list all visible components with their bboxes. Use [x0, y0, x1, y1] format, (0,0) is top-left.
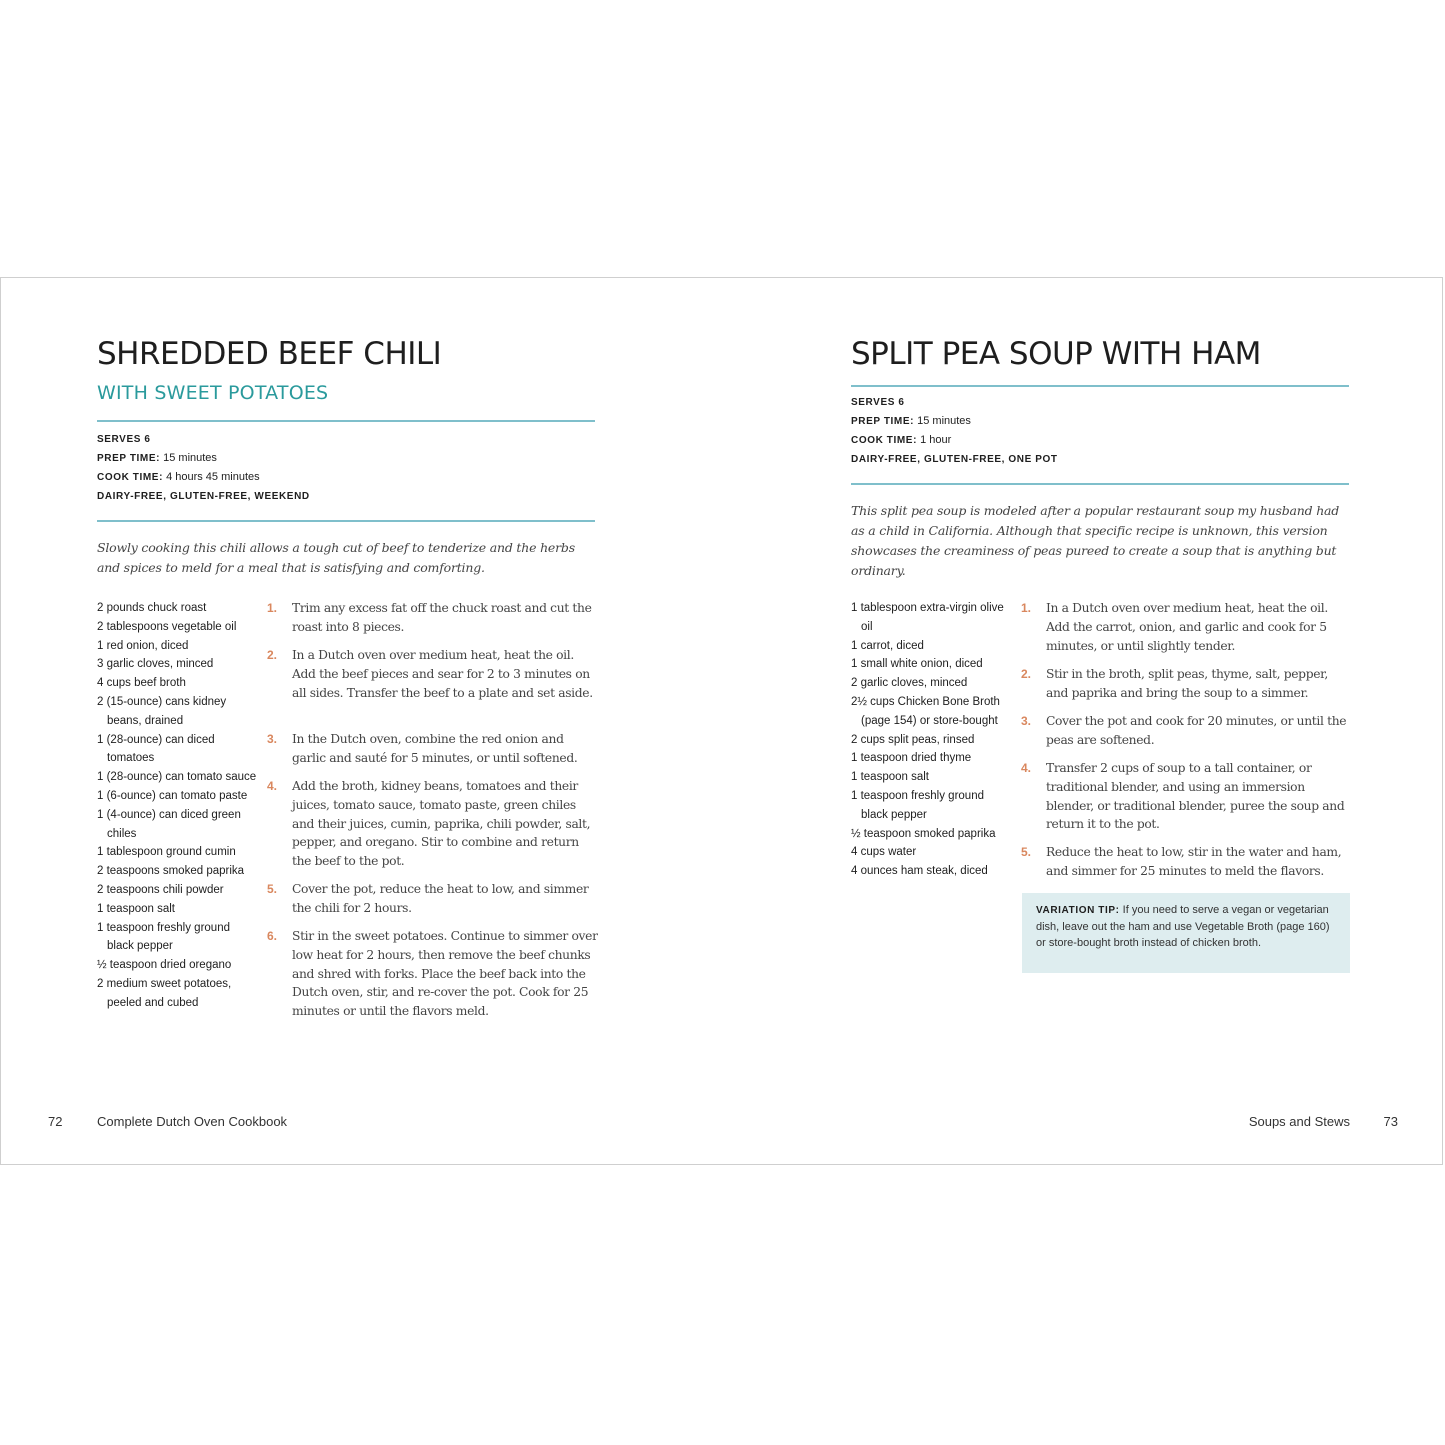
ingredients-list	[851, 599, 1011, 881]
ingredient-item: 2 pounds chuck roast	[97, 602, 207, 614]
ingredient-item: 4 cups beef broth	[97, 677, 186, 690]
recipe-title: SPLIT PEA SOUP WITH HAM	[851, 336, 1261, 372]
ingredient-item: 1 (28-ounce) can tomato sauce	[97, 771, 257, 784]
ingredient-item: 1 (4-ounce) can diced green chiles	[97, 808, 241, 840]
step-number: 3.	[267, 732, 278, 746]
serves: SERVES 6	[97, 434, 151, 445]
step-text: Reduce the heat to low, stir in the water and ham, and simmer for 25 minutes to meld the flavors.	[1046, 845, 1342, 878]
cook-time	[97, 468, 310, 487]
step-number: 5.	[1021, 845, 1032, 859]
prep-time-value: 15 minutes	[163, 452, 217, 464]
ingredients-list	[97, 599, 257, 1013]
right-page	[723, 278, 1444, 1164]
recipe-intro: Slowly cooking this chili allows a tough cut of beef to tenderize and the herbs and spices to meld for a meal that is satisfying and comforting.	[97, 540, 575, 575]
step-number: 2.	[1021, 667, 1032, 681]
ingredient-item: 1 tablespoon ground cumin	[97, 846, 236, 859]
step-text: Transfer 2 cups of soup to a tall container, or traditional blender, and using an immersion blender, or traditional blender, puree the soup and return it to the pot.	[1046, 761, 1345, 832]
cook-time-label: COOK TIME:	[97, 472, 163, 483]
cook-time-value: 4 hours 45 minutes	[166, 471, 260, 483]
step-text: In the Dutch oven, combine the red onion and garlic and sauté for 5 minutes, or until softened.	[292, 732, 578, 765]
step-number: 1.	[1021, 601, 1032, 615]
cook-time-value: 1 hour	[920, 434, 952, 446]
recipe-meta	[97, 430, 310, 506]
divider-bottom	[97, 520, 595, 522]
step-text: Trim any excess fat off the chuck roast and cut the roast into 8 pieces.	[292, 601, 592, 634]
left-page	[1, 278, 723, 1164]
diet-tags: DAIRY-FREE, GLUTEN-FREE, WEEKEND	[97, 491, 310, 502]
page-number: 72	[48, 1114, 63, 1129]
variation-tip-text: If you need to serve a vegan or vegetarian dish, leave out the ham and use Vegetable Broth (page 160) or store-bought broth instead of chicken broth.	[1036, 904, 1330, 949]
prep-time-label: PREP TIME:	[851, 416, 915, 427]
diet-tags: DAIRY-FREE, GLUTEN-FREE, ONE POT	[851, 454, 1058, 465]
step-number: 3.	[1021, 714, 1032, 728]
ingredient-item: 4 ounces ham steak, diced	[851, 865, 988, 878]
ingredient-item: 2 cups split peas, rinsed	[851, 733, 975, 746]
ingredient-item: 2 teaspoons smoked paprika	[97, 865, 245, 878]
ingredient-item: 1 teaspoon salt	[97, 902, 176, 915]
ingredient-item: 2 garlic cloves, minced	[851, 677, 968, 690]
prep-time	[97, 449, 310, 468]
divider-top	[851, 385, 1349, 387]
step-text: In a Dutch oven over medium heat, heat the oil. Add the carrot, onion, and garlic and cook for 5 minutes, or until slightly tender.	[1046, 601, 1328, 653]
steps-list	[1021, 599, 1351, 889]
step-number: 1.	[267, 601, 278, 615]
page-number: 73	[1383, 1114, 1398, 1129]
recipe-title: SHREDDED BEEF CHILI	[97, 336, 442, 372]
cook-time	[851, 431, 1058, 450]
ingredient-item: 2½ cups Chicken Bone Broth (page 154) or store-bought	[851, 695, 1000, 727]
steps-list	[267, 599, 599, 1019]
recipe-intro: This split pea soup is modeled after a popular restaurant soup my husband had as a child in California. Although that specific recipe is unknown, this version showcases the creaminess of peas pureed to create a soup that is anything but ordinary.	[851, 503, 1340, 578]
ingredient-item: 2 (15-ounce) cans kidney beans, drained	[97, 695, 227, 727]
ingredient-item: 1 teaspoon salt	[851, 771, 930, 784]
prep-time-value: 15 minutes	[917, 415, 971, 427]
recipe-meta	[851, 393, 1058, 469]
step-text: Cover the pot and cook for 20 minutes, or until the peas are softened.	[1046, 714, 1347, 747]
step-number: 5.	[267, 882, 278, 896]
ingredient-item: ½ teaspoon smoked paprika	[851, 827, 996, 840]
variation-tip-label: VARIATION TIP:	[1036, 905, 1120, 916]
ingredient-item: 1 carrot, diced	[851, 639, 924, 652]
step-text: Add the broth, kidney beans, tomatoes and their juices, tomato sauce, tomato paste, green chiles and their juices, cumin, paprika, chili powder, salt, pepper, and oregano. Stir to combine and return the beef to the pot.	[292, 779, 591, 869]
book-title-footer: Complete Dutch Oven Cookbook	[97, 1114, 288, 1129]
divider-bottom	[851, 483, 1349, 485]
ingredient-item: 1 (28-ounce) can diced tomatoes	[97, 733, 215, 765]
ingredient-item: 1 teaspoon freshly ground black pepper	[851, 789, 984, 821]
ingredient-item: 2 tablespoons vegetable oil	[97, 620, 237, 633]
ingredient-item: 4 cups water	[851, 846, 917, 859]
step-number: 4.	[267, 779, 278, 793]
step-text: Stir in the sweet potatoes. Continue to simmer over low heat for 2 hours, then remove the beef chunks and shred with forks. Place the beef back into the Dutch oven, stir, and re-cover the pot. Cook for 25 minutes or until the flavors meld.	[292, 929, 598, 1019]
ingredient-item: 2 teaspoons chili powder	[97, 883, 224, 896]
book-spread	[0, 277, 1443, 1165]
variation-tip	[1022, 893, 1350, 973]
ingredient-item: 1 (6-ounce) can tomato paste	[97, 789, 248, 802]
serves: SERVES 6	[851, 397, 905, 408]
section-title-footer: Soups and Stews	[1248, 1114, 1350, 1129]
ingredient-item: 2 medium sweet potatoes, peeled and cubed	[97, 977, 232, 1009]
ingredient-item: 1 small white onion, diced	[851, 658, 983, 671]
prep-time	[851, 412, 1058, 431]
ingredient-item: 1 teaspoon dried thyme	[851, 752, 972, 765]
step-text: In a Dutch oven over medium heat, heat the oil. Add the beef pieces and sear for 2 to 3 minutes on all sides. Transfer the beef to a plate and set aside.	[292, 648, 593, 700]
divider-top	[97, 420, 595, 422]
ingredient-item: 1 teaspoon freshly ground black pepper	[97, 921, 230, 953]
step-text: Cover the pot, reduce the heat to low, and simmer the chili for 2 hours.	[292, 882, 589, 915]
recipe-subtitle: WITH SWEET POTATOES	[97, 382, 329, 404]
step-number: 6.	[267, 929, 278, 943]
prep-time-label: PREP TIME:	[97, 453, 161, 464]
step-text: Stir in the broth, split peas, thyme, salt, pepper, and paprika and bring the soup to a simmer.	[1046, 667, 1328, 700]
step-number: 4.	[1021, 761, 1032, 775]
ingredient-item: 3 garlic cloves, minced	[97, 658, 214, 671]
ingredient-item: ½ teaspoon dried oregano	[97, 959, 232, 972]
ingredient-item: 1 red onion, diced	[97, 639, 189, 652]
cook-time-label: COOK TIME:	[851, 435, 917, 446]
ingredient-item: 1 tablespoon extra-virgin olive oil	[851, 602, 1004, 633]
step-number: 2.	[267, 648, 278, 662]
